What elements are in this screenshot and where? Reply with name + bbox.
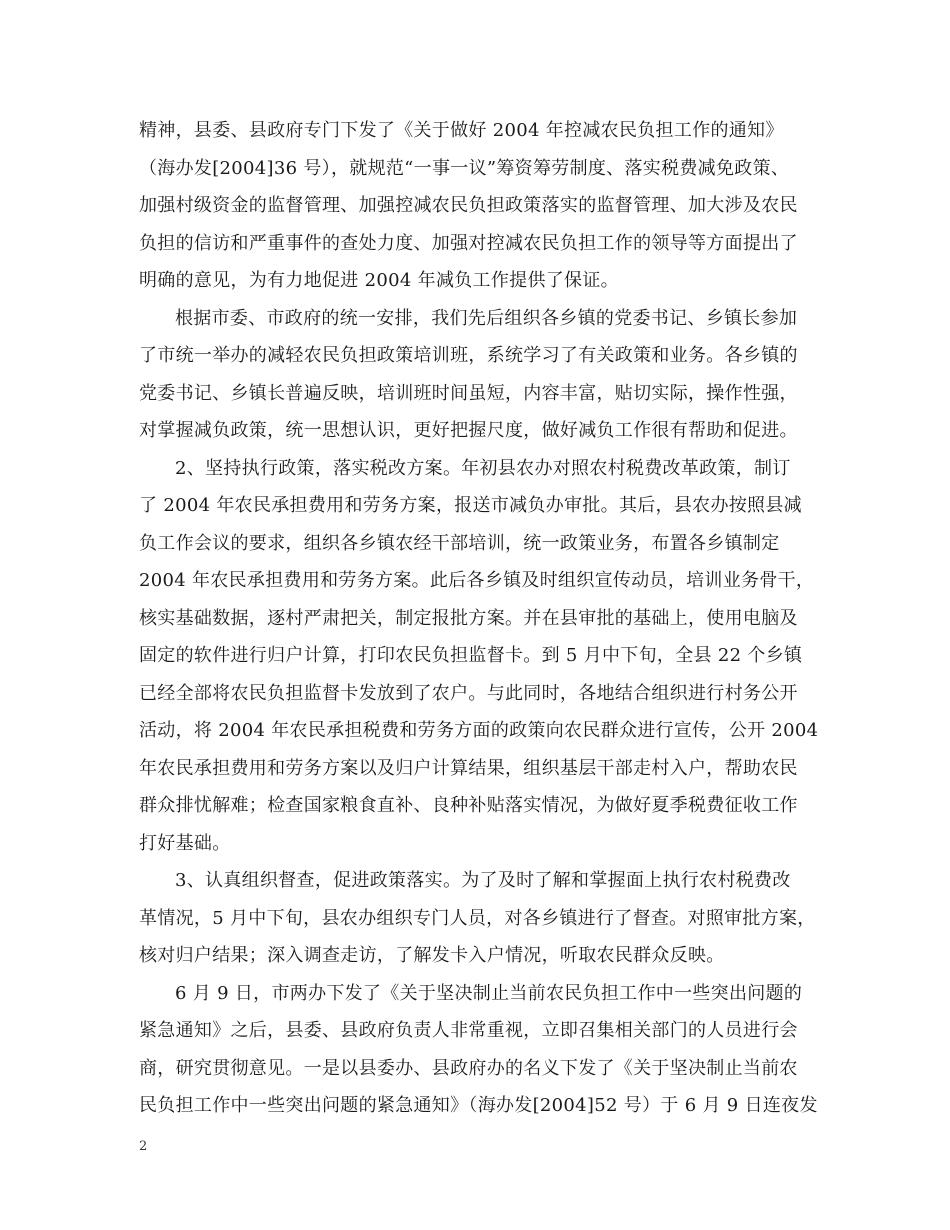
- text-line: 群众排忧解难；检查国家粮食直补、良种补贴落实情况，为做好夏季税费征收工作: [139, 795, 798, 816]
- paragraph: [139, 300, 829, 450]
- text-line: 革情况，5 月中下旬，县农办组织专门人员，对各乡镇进行了督查。对照审批方案，: [139, 907, 816, 929]
- paragraph: [139, 112, 829, 300]
- text-line: 民负担工作中一些突出问题的紧急通知》（海办发[2004]52 号）于 6 月 9 日连夜发: [139, 1095, 818, 1116]
- text-line: 核实基础数据，逐村严肃把关，制定报批方案。并在县审批的基础上，使用电脑及: [139, 607, 798, 629]
- text-line: 打好基础。: [139, 832, 231, 854]
- text-line: 加强村级资金的监督管理、加强控减农民负担政策落实的监督管理、加大涉及农民: [139, 195, 798, 216]
- text-line: 了市统一举办的减轻农民负担政策培训班，系统学习了有关政策和业务。各乡镇的: [139, 345, 798, 366]
- text-line: 对掌握减负政策，统一思想认识，更好把握尺度，做好减负工作很有帮助和促进。: [139, 420, 798, 441]
- text-line: 6 月 9 日，市两办下发了《关于坚决制止当前农民负担工作中一些突出问题的: [175, 982, 803, 1004]
- text-line: 已经全部将农民负担监督卡发放到了农户。与此同时，各地结合组织进行村务公开: [139, 682, 798, 704]
- text-line: 负担的信访和严重事件的查处力度、加强对控减农民负担工作的领导等方面提出了: [139, 232, 798, 254]
- text-line: 精神，县委、县政府专门下发了《关于做好 2004 年控减农民负担工作的通知》: [139, 120, 784, 141]
- text-line: 明确的意见，为有力地促进 2004 年减负工作提供了保证。: [139, 270, 619, 291]
- text-line: 商，研究贯彻意见。一是以县委办、县政府办的名义下发了《关于坚决制止当前农: [139, 1057, 798, 1079]
- page-number: 2: [139, 1139, 148, 1154]
- text-line: 2004 年农民承担费用和劳务方案。此后各乡镇及时组织宣传动员，培训业务骨干，: [139, 570, 815, 591]
- text-line: （海办发[2004]36 号），就规范“一事一议”筹资筹劳制度、落实税费减免政策、: [139, 157, 790, 179]
- body-text: [139, 112, 829, 1125]
- paragraph: [139, 450, 829, 863]
- text-line: 核对归户结果；深入调查走访，了解发卡入户情况，听取农民群众反映。: [139, 945, 725, 966]
- text-line: 负工作会议的要求，组织各乡镇农经干部培训，统一政策业务，布置各乡镇制定: [139, 532, 780, 554]
- text-line: 2、坚持执行政策，落实税改方案。年初县农办对照农村税费改革政策，制订: [175, 457, 791, 479]
- text-line: 活动，将 2004 年农民承担税费和劳务方面的政策向农民群众进行宣传，公开 2004: [139, 720, 819, 741]
- text-line: 了 2004 年农民承担费用和劳务方案，报送市减负办审批。其后，县农办按照县减: [139, 495, 802, 516]
- text-line: 固定的软件进行归户计算，打印农民负担监督卡。到 5 月中下旬，全县 22 个乡镇: [139, 645, 803, 666]
- text-line: 年农民承担费用和劳务方案以及归户计算结果，组织基层干部走村入户，帮助农民: [139, 757, 798, 779]
- text-line: 党委书记、乡镇长普遍反映，培训班时间虽短，内容丰富，贴切实际，操作性强，: [139, 382, 798, 404]
- paragraph: [139, 862, 829, 975]
- paragraph: [139, 975, 829, 1125]
- text-line: 根据市委、市政府的统一安排，我们先后组织各乡镇的党委书记、乡镇长参加: [175, 307, 798, 329]
- text-line: 紧急通知》之后，县委、县政府负责人非常重视，立即召集相关部门的人员进行会: [139, 1020, 798, 1041]
- text-line: 3、认真组织督查，促进政策落实。为了及时了解和掌握面上执行农村税费改: [175, 870, 791, 891]
